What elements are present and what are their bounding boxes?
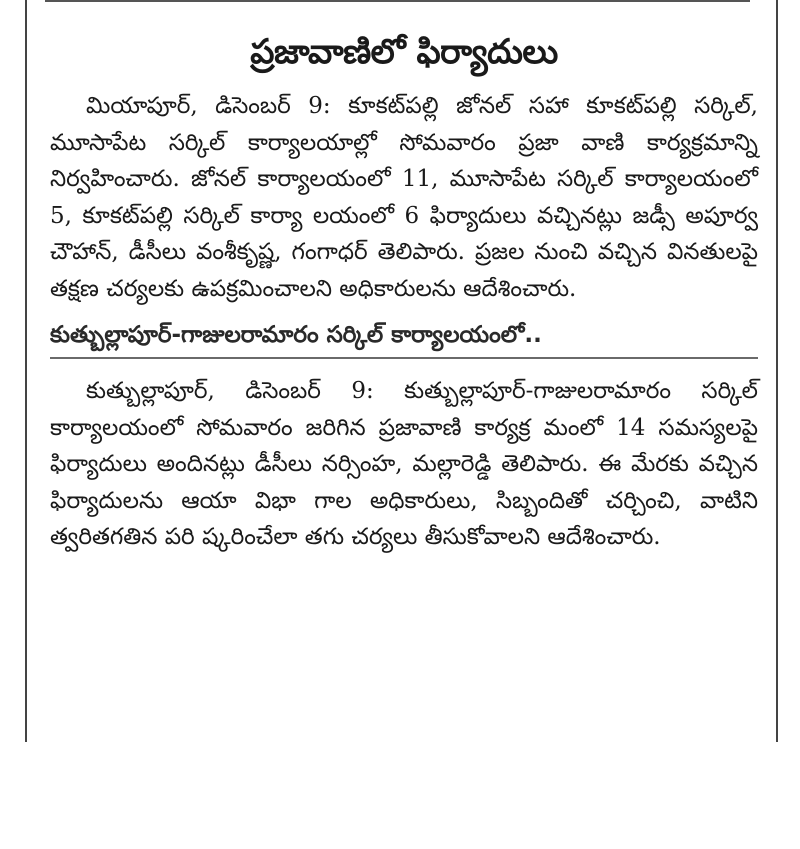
- subheading-underline: [50, 357, 758, 359]
- article-paragraph-miyapur: మియాపూర్, డిసెంబర్ 9: కూకట్‌పల్లి జోనల్ సహా కూకట్‌పల్లి సర్కిల్, మూసాపేట సర్కిల్ కార్యాలయాల్లో సోమవారం ప్రజా వాణి కార్యక్రమాన్ని నిర్వహించారు. జోనల్ కార్యాలయంలో 11, మూసాపేట సర్కిల్ కార్యాలయంలో 5, కూకట్‌పల్లి సర్కిల్ కార్యా లయంలో 6 ఫిర్యాదులు వచ్చినట్లు జడ్సీ అపూర్వ చౌహాన్, డీసీలు వంశీకృష్ణ, గంగాధర్ తెలిపారు. ప్రజల నుంచి వచ్చిన వినతులపై తక్షణ చర్యలకు ఉపక్రమించాలని అధికారులను ఆదేశించారు.: [50, 93, 758, 302]
- right-column-rule: [776, 0, 778, 742]
- left-column-rule: [25, 0, 27, 742]
- top-column-rule: [45, 0, 750, 2]
- article-headline: ప్రజావాణిలో ఫిర్యాదులు: [250, 32, 558, 72]
- article-subheading: కుత్బుల్లాపూర్-గాజులరామారం సర్కిల్ కార్యాలయంలో..: [50, 322, 542, 348]
- news-article: [50, 22, 758, 556]
- article-paragraph-quthbullapur: కుత్బుల్లాపూర్, డిసెంబర్ 9: కుత్బుల్లాపూర్-గాజులరామారం సర్కిల్ కార్యాలయంలో సోమవారం జరిగిన ప్రజావాణి కార్యక్ర మంలో 14 సమస్యలపై ఫిర్యాదులు అందినట్లు డీసీలు నర్సింహ, మల్లారెడ్డి తెలిపారు. ఈ మేరకు వచ్చిన ఫిర్యాదులను ఆయా విభా గాల అధికారులు, సిబ్బందితో చర్చించి, వాటిని త్వరితగతిన పరి ష్కరించేలా తగు చర్యలు తీసుకోవాలని ఆదేశించారు.: [50, 378, 758, 550]
